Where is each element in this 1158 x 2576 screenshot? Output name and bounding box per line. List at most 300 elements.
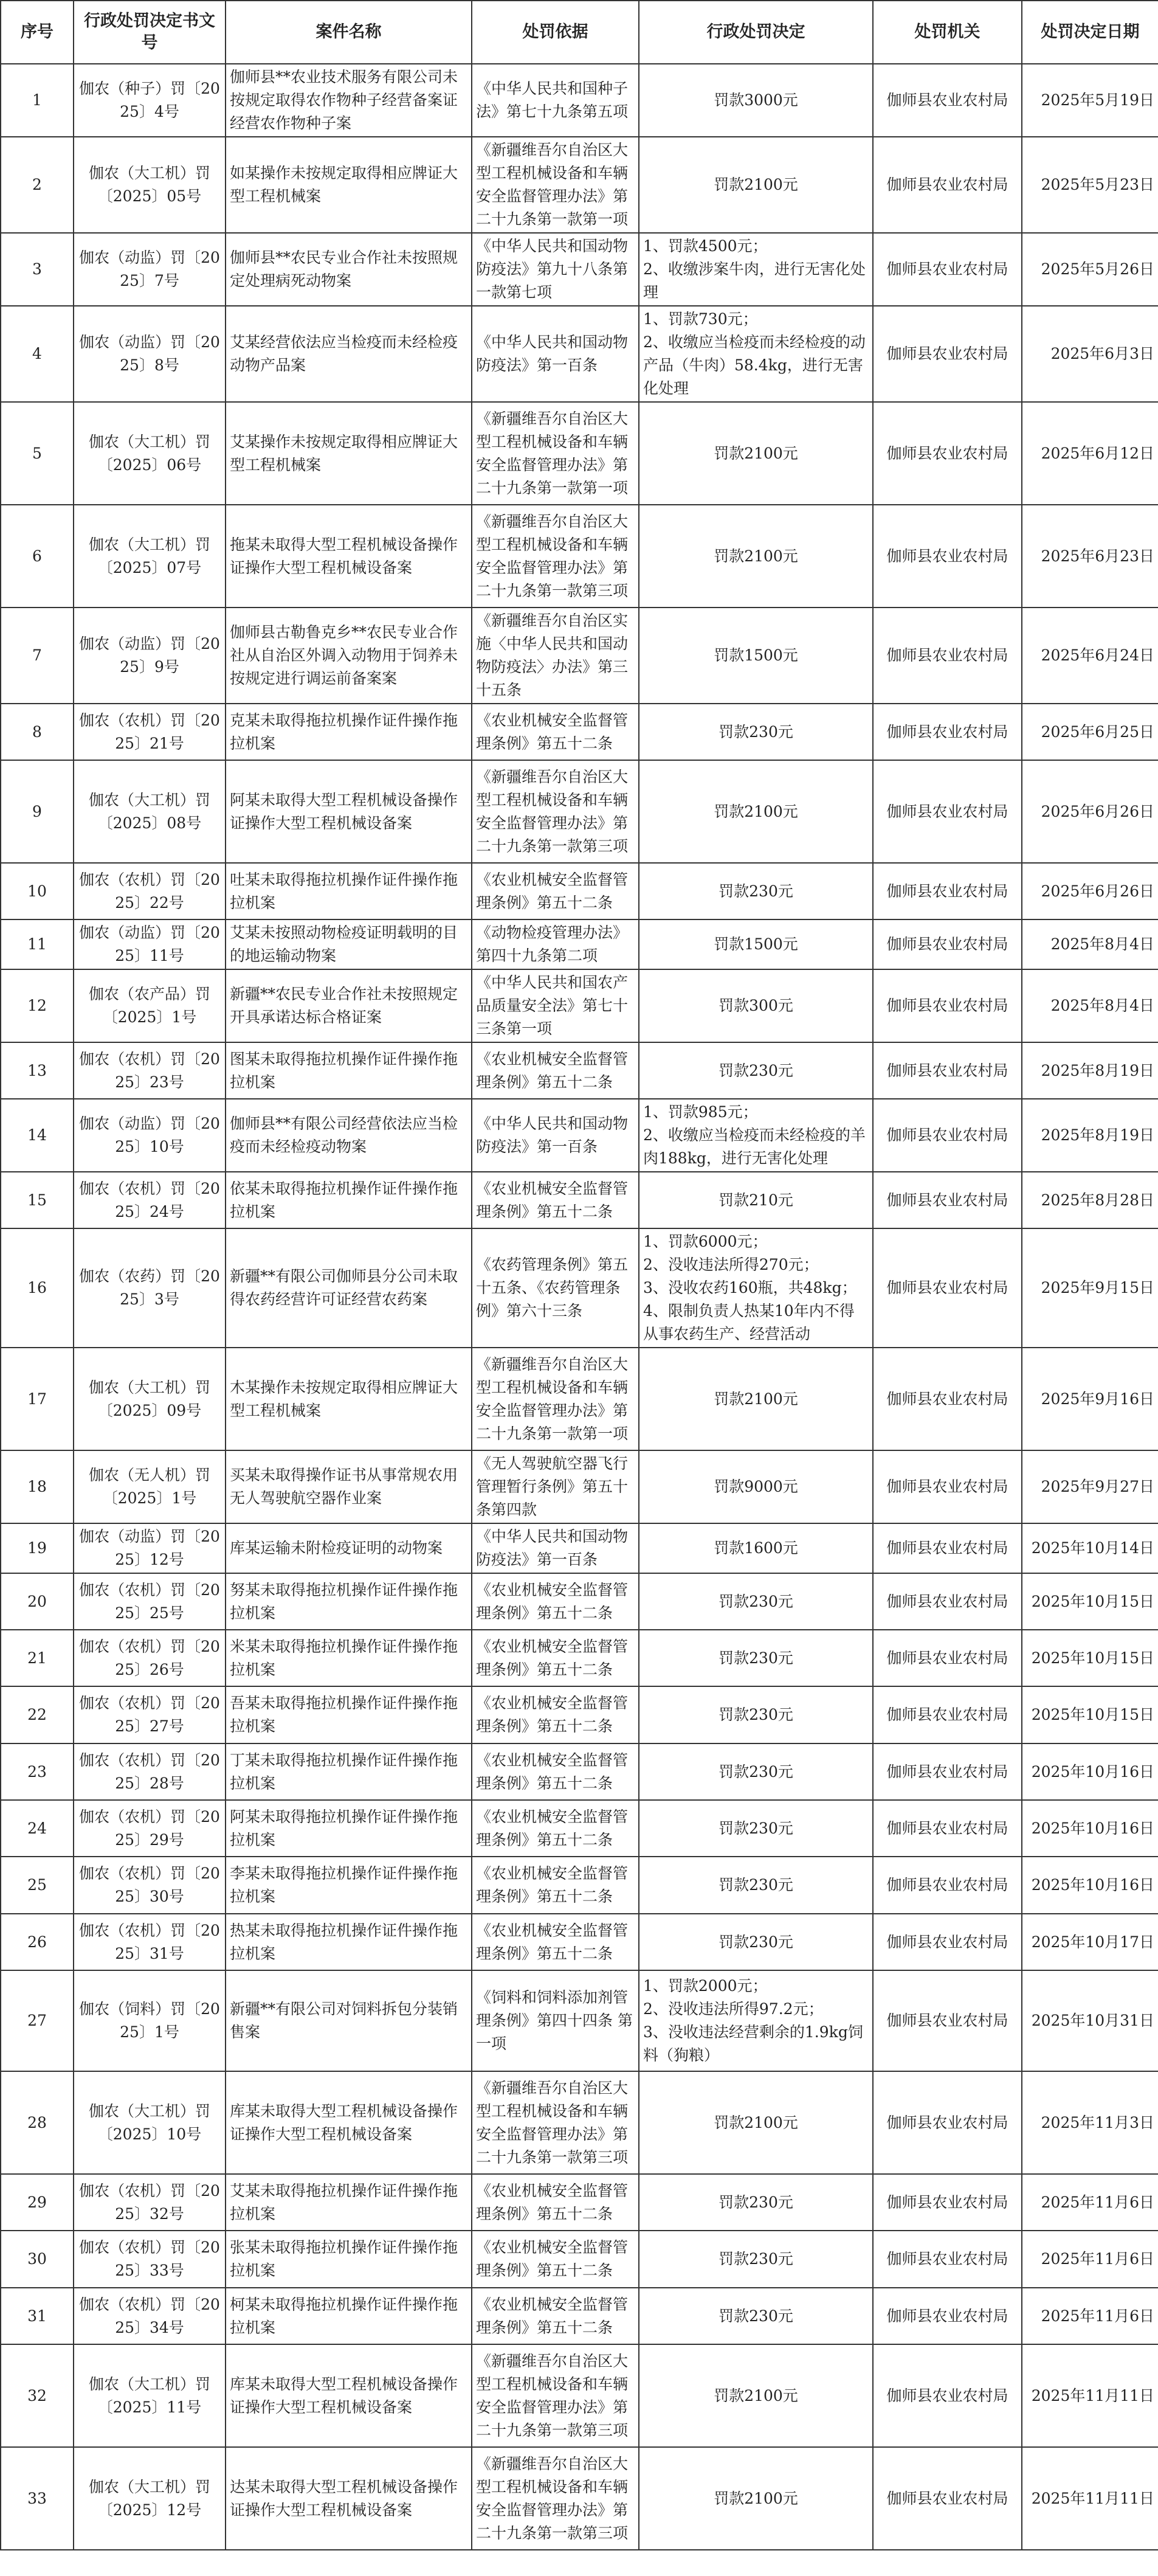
doc-number-cell: 伽农（种子）罚〔2025〕4号	[74, 64, 226, 137]
decision-line: 罚款230元	[719, 722, 793, 741]
authority-cell: 伽师县农业农村局	[873, 1348, 1022, 1450]
case-name-cell: 库某运输未附检疫证明的动物案	[226, 1523, 472, 1573]
authority-cell: 伽师县农业农村局	[873, 2288, 1022, 2344]
table-row	[1, 1450, 1158, 1523]
authority-cell: 伽师县农业农村局	[873, 760, 1022, 863]
doc-number-cell: 伽农（动监）罚〔2025〕8号	[74, 306, 226, 402]
basis-cell: 《中华人民共和国动物防疫法》第一百条	[472, 1099, 639, 1172]
doc-number-cell: 伽农（大工机）罚〔2025〕11号	[74, 2344, 226, 2447]
decision-cell	[639, 919, 873, 969]
decision-line: 1、罚款985元；	[643, 1103, 758, 1121]
table-row	[1, 1099, 1158, 1172]
date-cell: 2025年11月3日	[1022, 2071, 1158, 2174]
authority-cell: 伽师县农业农村局	[873, 1743, 1022, 1800]
authority-cell: 伽师县农业农村局	[873, 2344, 1022, 2447]
basis-cell: 《农药管理条例》第五十五条、《农药管理条例》第六十三条	[472, 1228, 639, 1348]
date-cell: 2025年5月26日	[1022, 233, 1158, 306]
basis-cell: 《新疆维吾尔自治区大型工程机械设备和车辆安全监督管理办法》第二十九条第一款第三项	[472, 2447, 639, 2550]
decision-line: 罚款230元	[719, 1706, 793, 1723]
basis-cell: 《农业机械安全监督管理条例》第五十二条	[472, 2288, 639, 2344]
row-number: 2	[1, 137, 74, 233]
doc-number-cell: 伽农（动监）罚〔2025〕11号	[74, 919, 226, 969]
case-name-cell: 努某未取得拖拉机操作证件操作拖拉机案	[226, 1573, 472, 1630]
authority-cell: 伽师县农业农村局	[873, 2071, 1022, 2174]
case-name-cell: 新疆**有限公司对饲料拆包分装销售案	[226, 1970, 472, 2071]
case-name-cell: 伽师县**有限公司经营依法应当检疫而未经检疫动物案	[226, 1099, 472, 1172]
decision-line: 罚款230元	[719, 1933, 793, 1951]
basis-cell: 《农业机械安全监督管理条例》第五十二条	[472, 1800, 639, 1857]
case-name-cell: 艾某操作未按规定取得相应牌证大型工程机械案	[226, 402, 472, 505]
date-cell: 2025年9月27日	[1022, 1450, 1158, 1523]
decision-line: 2、没收违法所得270元；	[643, 1256, 819, 1273]
basis-cell: 《饲料和饲料添加剂管理条例》第四十四条 第一项	[472, 1970, 639, 2071]
case-name-cell: 米某未取得拖拉机操作证件操作拖拉机案	[226, 1630, 472, 1686]
authority-cell: 伽师县农业农村局	[873, 1970, 1022, 2071]
doc-number-cell: 伽农（大工机）罚〔2025〕06号	[74, 402, 226, 505]
case-name-cell: 买某未取得操作证书从事常规农用无人驾驶航空器作业案	[226, 1450, 472, 1523]
case-name-cell: 如某操作未按规定取得相应牌证大型工程机械案	[226, 137, 472, 233]
decision-cell	[639, 1042, 873, 1099]
decision-cell	[639, 1800, 873, 1857]
table-row	[1, 2231, 1158, 2288]
authority-cell: 伽师县农业农村局	[873, 863, 1022, 919]
decision-line: 罚款230元	[719, 1061, 793, 1079]
date-cell: 2025年9月15日	[1022, 1228, 1158, 1348]
date-cell: 2025年8月28日	[1022, 1172, 1158, 1228]
row-number: 5	[1, 402, 74, 505]
decision-cell	[639, 1573, 873, 1630]
date-cell: 2025年10月15日	[1022, 1630, 1158, 1686]
decision-line: 1、罚款6000元；	[643, 1233, 768, 1250]
col-header-doc-number: 行政处罚决定书文号	[74, 1, 226, 64]
decision-line: 2、收缴应当检疫而未经检疫的动产品（牛肉）58.4kg，进行无害化处理	[643, 333, 866, 397]
case-name-cell: 伽师县**农业技术服务有限公司未按规定取得农作物种子经营备案证经营农作物种子案	[226, 64, 472, 137]
date-cell: 2025年11月6日	[1022, 2231, 1158, 2288]
basis-cell: 《中华人民共和国农产品质量安全法》第七十三条第一项	[472, 969, 639, 1042]
decision-cell	[639, 760, 873, 863]
table-row	[1, 2174, 1158, 2231]
date-cell: 2025年11月11日	[1022, 2344, 1158, 2447]
decision-line: 罚款230元	[719, 882, 793, 900]
table-row	[1, 2071, 1158, 2174]
table-row	[1, 1630, 1158, 1686]
decision-cell	[639, 1450, 873, 1523]
row-number: 13	[1, 1042, 74, 1099]
decision-line: 1、罚款2000元；	[643, 1977, 768, 1995]
authority-cell: 伽师县农业农村局	[873, 2447, 1022, 2550]
basis-cell: 《新疆维吾尔自治区大型工程机械设备和车辆安全监督管理办法》第二十九条第一款第一项	[472, 1348, 639, 1450]
date-cell: 2025年10月14日	[1022, 1523, 1158, 1573]
decision-cell	[639, 1970, 873, 2071]
case-name-cell: 热某未取得拖拉机操作证件操作拖拉机案	[226, 1914, 472, 1970]
row-number: 4	[1, 306, 74, 402]
basis-cell: 《农业机械安全监督管理条例》第五十二条	[472, 1172, 639, 1228]
table-header	[1, 1, 1158, 64]
basis-cell: 《新疆维吾尔自治区大型工程机械设备和车辆安全监督管理办法》第二十九条第一款第三项	[472, 505, 639, 608]
decision-line: 罚款2100元	[714, 2386, 798, 2405]
doc-number-cell: 伽农（农机）罚〔2025〕25号	[74, 1573, 226, 1630]
basis-cell: 《农业机械安全监督管理条例》第五十二条	[472, 2231, 639, 2288]
table-row	[1, 969, 1158, 1042]
case-name-cell: 柯某未取得拖拉机操作证件操作拖拉机案	[226, 2288, 472, 2344]
table-row	[1, 306, 1158, 402]
row-number: 28	[1, 2071, 74, 2174]
decision-line: 罚款230元	[719, 1819, 793, 1837]
decision-cell	[639, 2288, 873, 2344]
date-cell: 2025年6月3日	[1022, 306, 1158, 402]
doc-number-cell: 伽农（饲料）罚〔2025〕1号	[74, 1970, 226, 2071]
authority-cell: 伽师县农业农村局	[873, 505, 1022, 608]
case-name-cell: 张某未取得拖拉机操作证件操作拖拉机案	[226, 2231, 472, 2288]
decision-cell	[639, 1743, 873, 1800]
table-row	[1, 1523, 1158, 1573]
date-cell: 2025年10月17日	[1022, 1914, 1158, 1970]
decision-cell	[639, 233, 873, 306]
case-name-cell: 艾某经营依法应当检疫而未经检疫动物产品案	[226, 306, 472, 402]
col-header-authority: 处罚机关	[873, 1, 1022, 64]
decision-cell	[639, 2071, 873, 2174]
case-name-cell: 达某未取得大型工程机械设备操作证操作大型工程机械设备案	[226, 2447, 472, 2550]
row-number: 27	[1, 1970, 74, 2071]
authority-cell: 伽师县农业农村局	[873, 402, 1022, 505]
decision-cell	[639, 1686, 873, 1743]
col-header-basis: 处罚依据	[472, 1, 639, 64]
basis-cell: 《新疆维吾尔自治区大型工程机械设备和车辆安全监督管理办法》第二十九条第一款第三项	[472, 2344, 639, 2447]
decision-line: 3、没收农药160瓶，共48kg；	[643, 1279, 857, 1297]
doc-number-cell: 伽农（动监）罚〔2025〕12号	[74, 1523, 226, 1573]
doc-number-cell: 伽农（农机）罚〔2025〕34号	[74, 2288, 226, 2344]
authority-cell: 伽师县农业农村局	[873, 608, 1022, 704]
doc-number-cell: 伽农（农机）罚〔2025〕27号	[74, 1686, 226, 1743]
row-number: 16	[1, 1228, 74, 1348]
authority-cell: 伽师县农业农村局	[873, 1800, 1022, 1857]
doc-number-cell: 伽农（大工机）罚〔2025〕05号	[74, 137, 226, 233]
doc-number-cell: 伽农（农机）罚〔2025〕28号	[74, 1743, 226, 1800]
date-cell: 2025年10月15日	[1022, 1686, 1158, 1743]
basis-cell: 《中华人民共和国动物防疫法》第九十八条第一款第七项	[472, 233, 639, 306]
doc-number-cell: 伽农（农机）罚〔2025〕33号	[74, 2231, 226, 2288]
doc-number-cell: 伽农（农机）罚〔2025〕29号	[74, 1800, 226, 1857]
table-row	[1, 505, 1158, 608]
table-row	[1, 704, 1158, 760]
case-name-cell: 木某操作未按规定取得相应牌证大型工程机械案	[226, 1348, 472, 1450]
authority-cell: 伽师县农业农村局	[873, 1523, 1022, 1573]
date-cell: 2025年8月19日	[1022, 1099, 1158, 1172]
decision-cell	[639, 402, 873, 505]
doc-number-cell: 伽农（动监）罚〔2025〕7号	[74, 233, 226, 306]
date-cell: 2025年11月6日	[1022, 2174, 1158, 2231]
doc-number-cell: 伽农（农机）罚〔2025〕31号	[74, 1914, 226, 1970]
date-cell: 2025年6月26日	[1022, 760, 1158, 863]
decision-line: 罚款2100元	[714, 1390, 798, 1408]
decision-cell	[639, 306, 873, 402]
decision-cell	[639, 137, 873, 233]
decision-line: 2、收缴涉案牛肉，进行无害化处理	[643, 260, 866, 301]
basis-cell: 《动物检疫管理办法》第四十九条第二项	[472, 919, 639, 969]
authority-cell: 伽师县农业农村局	[873, 306, 1022, 402]
row-number: 22	[1, 1686, 74, 1743]
doc-number-cell: 伽农（大工机）罚〔2025〕09号	[74, 1348, 226, 1450]
row-number: 19	[1, 1523, 74, 1573]
doc-number-cell: 伽农（农机）罚〔2025〕30号	[74, 1857, 226, 1914]
doc-number-cell: 伽农（大工机）罚〔2025〕08号	[74, 760, 226, 863]
date-cell: 2025年10月16日	[1022, 1743, 1158, 1800]
authority-cell: 伽师县农业农村局	[873, 2174, 1022, 2231]
table-row	[1, 919, 1158, 969]
doc-number-cell: 伽农（大工机）罚〔2025〕07号	[74, 505, 226, 608]
doc-number-cell: 伽农（大工机）罚〔2025〕12号	[74, 2447, 226, 2550]
basis-cell: 《农业机械安全监督管理条例》第五十二条	[472, 1686, 639, 1743]
authority-cell: 伽师县农业农村局	[873, 233, 1022, 306]
row-number: 1	[1, 64, 74, 137]
row-number: 18	[1, 1450, 74, 1523]
authority-cell: 伽师县农业农村局	[873, 919, 1022, 969]
basis-cell: 《无人驾驶航空器飞行管理暂行条例》第五十条第四款	[472, 1450, 639, 1523]
table-row	[1, 1857, 1158, 1914]
decision-line: 2、收缴应当检疫而未经检疫的羊肉188kg，进行无害化处理	[643, 1126, 866, 1167]
authority-cell: 伽师县农业农村局	[873, 1450, 1022, 1523]
decision-cell	[639, 2174, 873, 2231]
table-row	[1, 1914, 1158, 1970]
col-header-decision: 行政处罚决定	[639, 1, 873, 64]
doc-number-cell: 伽农（农机）罚〔2025〕26号	[74, 1630, 226, 1686]
doc-number-cell: 伽农（无人机）罚〔2025〕1号	[74, 1450, 226, 1523]
table-row	[1, 1686, 1158, 1743]
table-row	[1, 1800, 1158, 1857]
case-name-cell: 新疆**有限公司伽师县分公司未取得农药经营许可证经营农药案	[226, 1228, 472, 1348]
decision-cell	[639, 1857, 873, 1914]
row-number: 11	[1, 919, 74, 969]
row-number: 32	[1, 2344, 74, 2447]
decision-line: 1、罚款4500元；	[643, 237, 768, 255]
case-name-cell: 伽师县古勒鲁克乡**农民专业合作社从自治区外调入动物用于饲养未按规定进行调运前备案案	[226, 608, 472, 704]
decision-line: 罚款1500元	[714, 646, 798, 664]
date-cell: 2025年9月16日	[1022, 1348, 1158, 1450]
row-number: 15	[1, 1172, 74, 1228]
authority-cell: 伽师县农业农村局	[873, 64, 1022, 137]
decision-line: 罚款3000元	[714, 91, 798, 109]
table-row	[1, 2288, 1158, 2344]
basis-cell: 《新疆维吾尔自治区大型工程机械设备和车辆安全监督管理办法》第二十九条第一款第一项	[472, 402, 639, 505]
decision-line: 2、没收违法所得97.2元；	[643, 2000, 824, 2018]
basis-cell: 《中华人民共和国种子法》第七十九条第五项	[472, 64, 639, 137]
decision-cell	[639, 1172, 873, 1228]
date-cell: 2025年8月4日	[1022, 919, 1158, 969]
decision-line: 罚款230元	[719, 2250, 793, 2268]
decision-cell	[639, 704, 873, 760]
decision-cell	[639, 1228, 873, 1348]
row-number: 25	[1, 1857, 74, 1914]
case-name-cell: 伽师县**农民专业合作社未按照规定处理病死动物案	[226, 233, 472, 306]
table-row	[1, 760, 1158, 863]
basis-cell: 《农业机械安全监督管理条例》第五十二条	[472, 863, 639, 919]
col-header-no: 序号	[1, 1, 74, 64]
doc-number-cell: 伽农（大工机）罚〔2025〕10号	[74, 2071, 226, 2174]
doc-number-cell: 伽农（农机）罚〔2025〕23号	[74, 1042, 226, 1099]
case-name-cell: 新疆**农民专业合作社未按照规定开具承诺达标合格证案	[226, 969, 472, 1042]
authority-cell: 伽师县农业农村局	[873, 1573, 1022, 1630]
authority-cell: 伽师县农业农村局	[873, 1172, 1022, 1228]
table-row	[1, 1228, 1158, 1348]
decision-line: 1、罚款730元；	[643, 310, 758, 328]
row-number: 10	[1, 863, 74, 919]
authority-cell: 伽师县农业农村局	[873, 1099, 1022, 1172]
decision-line: 罚款2100元	[714, 444, 798, 462]
decision-cell	[639, 608, 873, 704]
decision-line: 罚款2100元	[714, 2113, 798, 2131]
decision-line: 罚款230元	[719, 2307, 793, 2325]
table-row	[1, 1172, 1158, 1228]
authority-cell: 伽师县农业农村局	[873, 1228, 1022, 1348]
row-number: 12	[1, 969, 74, 1042]
authority-cell: 伽师县农业农村局	[873, 1914, 1022, 1970]
date-cell: 2025年10月16日	[1022, 1857, 1158, 1914]
doc-number-cell: 伽农（农机）罚〔2025〕21号	[74, 704, 226, 760]
basis-cell: 《新疆维吾尔自治区大型工程机械设备和车辆安全监督管理办法》第二十九条第一款第三项	[472, 760, 639, 863]
table-row	[1, 1573, 1158, 1630]
doc-number-cell: 伽农（农产品）罚〔2025〕1号	[74, 969, 226, 1042]
authority-cell: 伽师县农业农村局	[873, 1042, 1022, 1099]
decision-line: 罚款9000元	[714, 1478, 798, 1495]
decision-line: 3、没收违法经营剩余的1.9kg饲料（狗粮）	[643, 2023, 863, 2064]
doc-number-cell: 伽农（动监）罚〔2025〕9号	[74, 608, 226, 704]
case-name-cell: 库某未取得大型工程机械设备操作证操作大型工程机械设备案	[226, 2071, 472, 2174]
decision-line: 罚款300元	[719, 997, 793, 1014]
case-name-cell: 丁某未取得拖拉机操作证件操作拖拉机案	[226, 1743, 472, 1800]
table-row	[1, 2447, 1158, 2550]
table-row	[1, 1348, 1158, 1450]
date-cell: 2025年11月6日	[1022, 2288, 1158, 2344]
decision-cell	[639, 2231, 873, 2288]
case-name-cell: 克某未取得拖拉机操作证件操作拖拉机案	[226, 704, 472, 760]
row-number: 6	[1, 505, 74, 608]
authority-cell: 伽师县农业农村局	[873, 1630, 1022, 1686]
decision-cell	[639, 2344, 873, 2447]
decision-cell	[639, 2447, 873, 2550]
table-body	[1, 64, 1158, 2550]
authority-cell: 伽师县农业农村局	[873, 1686, 1022, 1743]
case-name-cell: 艾某未按照动物检疫证明载明的目的地运输动物案	[226, 919, 472, 969]
date-cell: 2025年6月12日	[1022, 402, 1158, 505]
table-row	[1, 2344, 1158, 2447]
date-cell: 2025年8月4日	[1022, 969, 1158, 1042]
decision-line: 罚款2100元	[714, 802, 798, 820]
table-row	[1, 1970, 1158, 2071]
decision-line: 罚款230元	[719, 1649, 793, 1667]
row-number: 31	[1, 2288, 74, 2344]
date-cell: 2025年10月16日	[1022, 1800, 1158, 1857]
decision-cell	[639, 505, 873, 608]
basis-cell: 《中华人民共和国动物防疫法》第一百条	[472, 306, 639, 402]
doc-number-cell: 伽农（农机）罚〔2025〕24号	[74, 1172, 226, 1228]
date-cell: 2025年10月15日	[1022, 1573, 1158, 1630]
case-name-cell: 阿某未取得大型工程机械设备操作证操作大型工程机械设备案	[226, 760, 472, 863]
case-name-cell: 图某未取得拖拉机操作证件操作拖拉机案	[226, 1042, 472, 1099]
authority-cell: 伽师县农业农村局	[873, 2231, 1022, 2288]
row-number: 3	[1, 233, 74, 306]
row-number: 8	[1, 704, 74, 760]
row-number: 33	[1, 2447, 74, 2550]
decision-line: 罚款2100元	[714, 176, 798, 193]
table-row	[1, 1042, 1158, 1099]
case-name-cell: 库某未取得大型工程机械设备操作证操作大型工程机械设备案	[226, 2344, 472, 2447]
decision-cell	[639, 1630, 873, 1686]
date-cell: 2025年11月11日	[1022, 2447, 1158, 2550]
case-name-cell: 吾某未取得拖拉机操作证件操作拖拉机案	[226, 1686, 472, 1743]
row-number: 17	[1, 1348, 74, 1450]
basis-cell: 《农业机械安全监督管理条例》第五十二条	[472, 1630, 639, 1686]
basis-cell: 《农业机械安全监督管理条例》第五十二条	[472, 1743, 639, 1800]
row-number: 30	[1, 2231, 74, 2288]
row-number: 29	[1, 2174, 74, 2231]
case-name-cell: 拖某未取得大型工程机械设备操作证操作大型工程机械设备案	[226, 505, 472, 608]
decision-cell	[639, 969, 873, 1042]
decision-line: 罚款230元	[719, 1592, 793, 1610]
date-cell: 2025年6月26日	[1022, 863, 1158, 919]
basis-cell: 《新疆维吾尔自治区大型工程机械设备和车辆安全监督管理办法》第二十九条第一款第三项	[472, 2071, 639, 2174]
basis-cell: 《农业机械安全监督管理条例》第五十二条	[472, 2174, 639, 2231]
date-cell: 2025年6月25日	[1022, 704, 1158, 760]
authority-cell: 伽师县农业农村局	[873, 1857, 1022, 1914]
table-row	[1, 233, 1158, 306]
decision-cell	[639, 64, 873, 137]
decision-cell	[639, 863, 873, 919]
case-name-cell: 阿某未取得拖拉机操作证件操作拖拉机案	[226, 1800, 472, 1857]
table-row	[1, 64, 1158, 137]
row-number: 24	[1, 1800, 74, 1857]
basis-cell: 《中华人民共和国动物防疫法》第一百条	[472, 1523, 639, 1573]
decision-line: 罚款2100元	[714, 547, 798, 565]
row-number: 7	[1, 608, 74, 704]
decision-cell	[639, 1914, 873, 1970]
date-cell: 2025年5月19日	[1022, 64, 1158, 137]
doc-number-cell: 伽农（农机）罚〔2025〕32号	[74, 2174, 226, 2231]
decision-cell	[639, 1348, 873, 1450]
doc-number-cell: 伽农（农药）罚〔2025〕3号	[74, 1228, 226, 1348]
col-header-date: 处罚决定日期	[1022, 1, 1158, 64]
date-cell: 2025年10月31日	[1022, 1970, 1158, 2071]
doc-number-cell: 伽农（动监）罚〔2025〕10号	[74, 1099, 226, 1172]
decision-cell	[639, 1099, 873, 1172]
table-row	[1, 402, 1158, 505]
basis-cell: 《农业机械安全监督管理条例》第五十二条	[472, 1573, 639, 1630]
case-name-cell: 李某未取得拖拉机操作证件操作拖拉机案	[226, 1857, 472, 1914]
table-row	[1, 1743, 1158, 1800]
col-header-case-name: 案件名称	[226, 1, 472, 64]
decision-line: 罚款210元	[719, 1191, 793, 1209]
row-number: 14	[1, 1099, 74, 1172]
date-cell: 2025年6月24日	[1022, 608, 1158, 704]
authority-cell: 伽师县农业农村局	[873, 969, 1022, 1042]
authority-cell: 伽师县农业农村局	[873, 137, 1022, 233]
decision-line: 罚款230元	[719, 2193, 793, 2211]
decision-line: 罚款1500元	[714, 935, 798, 953]
row-number: 9	[1, 760, 74, 863]
decision-line: 罚款230元	[719, 1876, 793, 1894]
decision-line: 4、限制负责人热某10年内不得从事农药生产、经营活动	[643, 1302, 855, 1343]
authority-cell: 伽师县农业农村局	[873, 704, 1022, 760]
basis-cell: 《农业机械安全监督管理条例》第五十二条	[472, 1857, 639, 1914]
basis-cell: 《新疆维吾尔自治区实施〈中华人民共和国动物防疫法〉办法》第三十五条	[472, 608, 639, 704]
case-name-cell: 依某未取得拖拉机操作证件操作拖拉机案	[226, 1172, 472, 1228]
date-cell: 2025年6月23日	[1022, 505, 1158, 608]
case-name-cell: 吐某未取得拖拉机操作证件操作拖拉机案	[226, 863, 472, 919]
row-number: 20	[1, 1573, 74, 1630]
basis-cell: 《农业机械安全监督管理条例》第五十二条	[472, 1042, 639, 1099]
case-name-cell: 艾某未取得拖拉机操作证件操作拖拉机案	[226, 2174, 472, 2231]
doc-number-cell: 伽农（农机）罚〔2025〕22号	[74, 863, 226, 919]
table-row	[1, 137, 1158, 233]
